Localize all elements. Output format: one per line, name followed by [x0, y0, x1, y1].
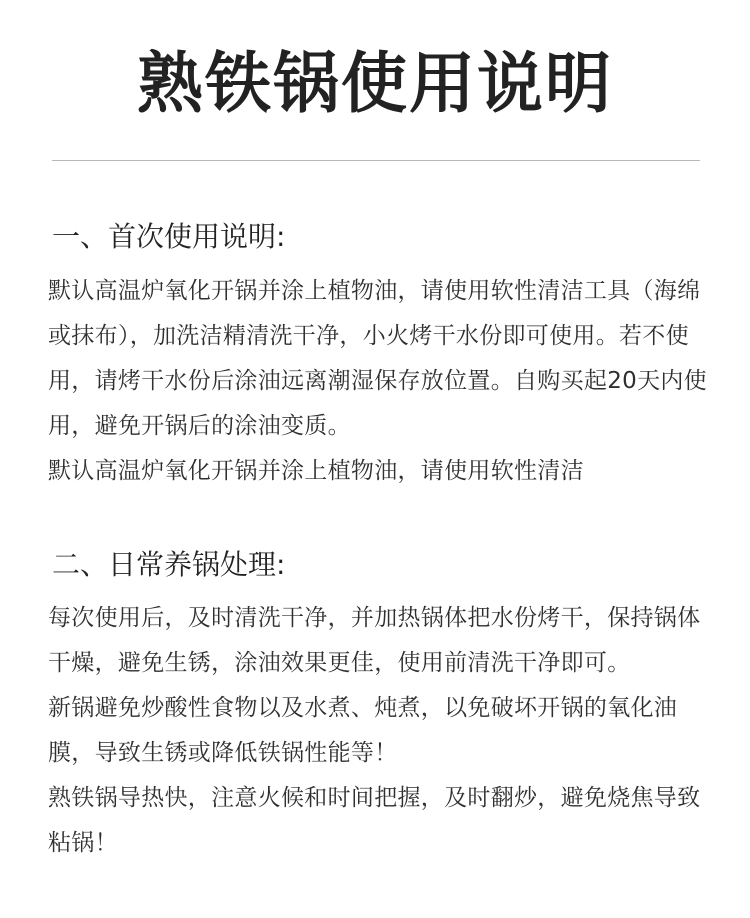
- paragraph: 每次使用后，及时清洗干净，并加热锅体把水份烤干，保持锅体干燥，避免生锈，涂油效果更佳，使用前清洗干净即可。: [48, 605, 701, 676]
- page-title: 熟铁锅使用说明: [137, 45, 613, 122]
- title-divider: [52, 160, 700, 161]
- section-heading-daily-care: 二、日常养锅处理:: [52, 548, 286, 581]
- paragraph: 默认高温炉氧化开锅并涂上植物油，请使用软性清洁工具（海绵或抹布），加洗洁精清洗干净，小火烤干水份即可使用。若不使用，请烤干水份后涂油远离潮湿保存放位置。自购买起20天内使用，避免开锅后的涂油变质。: [48, 278, 707, 439]
- paragraph: 熟铁锅导热快，注意火候和时间把握，及时翻炒，避免烧焦导致粘锅！: [48, 785, 701, 856]
- paragraph: 默认高温炉氧化开锅并涂上植物油，请使用软性清洁: [48, 458, 584, 484]
- section-heading-first-use: 一、首次使用说明:: [52, 220, 286, 253]
- paragraph: 新锅避免炒酸性食物以及水煮、炖煮，以免破坏开锅的氧化油膜，导致生锈或降低铁锅性能等！: [48, 695, 678, 766]
- section-body-first-use: [48, 269, 708, 494]
- section-body-daily-care: [48, 596, 708, 866]
